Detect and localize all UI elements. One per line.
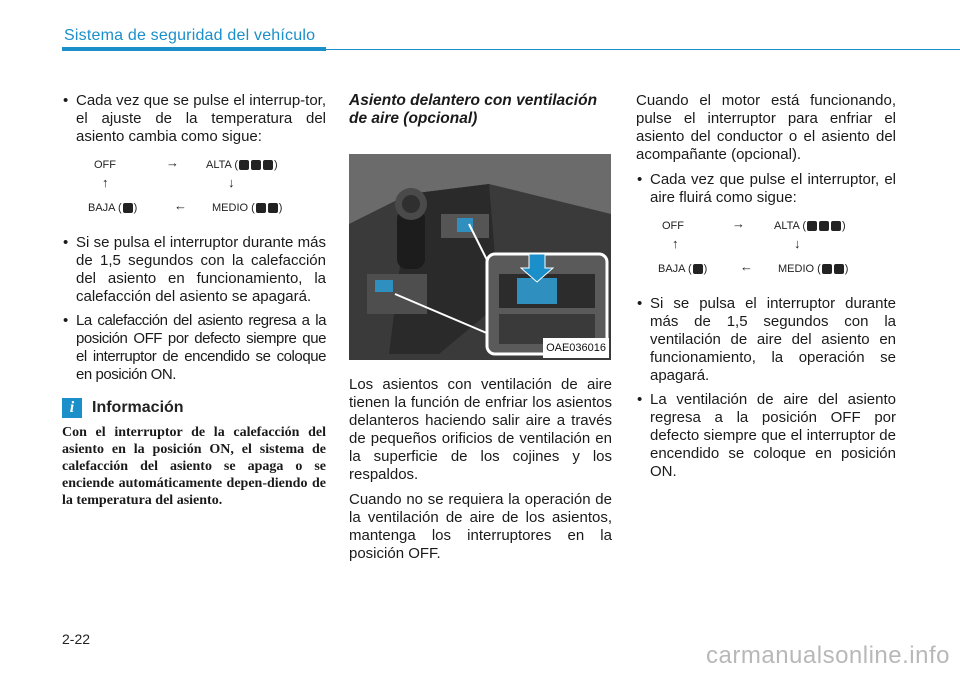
arrow-right-icon: →	[732, 216, 745, 231]
info-body: Con el interruptor de la calefacción del asiento en la posición ON, el sistema de calefacción del asiento se apaga o se enciende automáticamente depen-diendo de la temperatura del asiento.	[62, 425, 326, 508]
figure-code: OAE036016	[543, 338, 609, 358]
column-right	[636, 92, 896, 487]
level-1-indicator-icon	[692, 260, 704, 278]
arrow-down-icon: ↓	[228, 175, 235, 190]
level-2-indicator-icon	[821, 260, 845, 278]
arrow-left-icon: ←	[740, 259, 753, 274]
level-1-indicator-icon	[122, 199, 134, 217]
console-illustration	[349, 154, 611, 360]
header-rule	[326, 49, 960, 50]
level-2-indicator-icon	[255, 199, 279, 217]
arrow-up-icon: ↑	[672, 236, 679, 251]
bullet-default-off: • La ventilación de aire del asiento regresa a la posición OFF por defecto siempre que el interruptor de encendido se coloque en posición ON.	[636, 391, 896, 481]
ventilation-cycle-diagram	[636, 217, 896, 283]
cycle-baja-label: BAJA ( )	[88, 199, 137, 217]
cycle-medio-label: MEDIO ( )	[212, 199, 282, 217]
section-header: Sistema de seguridad del vehículo	[64, 27, 316, 44]
cycle-off-label: OFF	[662, 220, 684, 232]
info-heading	[62, 398, 326, 418]
page-number: 2-22	[62, 631, 91, 647]
section-title: Asiento delantero con ventilación de aire (opcional)	[349, 92, 598, 127]
arrow-up-icon: ↑	[102, 175, 109, 190]
paragraph-ventilation-off: Cuando no se requiera la operación de la ventilación de aire de los asientos, mantenga los interruptores en la posición OFF.	[349, 491, 612, 562]
bullet-long-press: • Si se pulsa el interruptor durante más de 1,5 segundos con la ventilación de aire del asiento en funcionamiento, la operación se apagará.	[636, 295, 896, 385]
cycle-medio-label: MEDIO ( )	[778, 260, 848, 278]
bullet-airflow-cycle: • Cada vez que pulse el interruptor, el aire fluirá como sigue:	[636, 171, 896, 207]
heating-cycle-diagram	[62, 156, 326, 222]
paragraph-engine-running: Cuando el motor está funcionando, pulse el interruptor para enfriar el asiento del conductor o el asiento del acompañante (opcional).	[636, 92, 896, 163]
arrow-left-icon: ←	[174, 198, 187, 213]
bullet-default-off: • La calefacción del asiento regresa a la posición OFF por defecto siempre que el interruptor de encendido se coloque en posición ON.	[62, 312, 326, 384]
paragraph-ventilation-purpose: Los asientos con ventilación de aire tienen la función de enfriar los asientos delanteros haciendo salir aire a través de pequeños orificios de ventilación en la superficie de los cojines y los respaldos.	[349, 376, 612, 483]
column-left	[62, 92, 326, 509]
info-icon: i	[62, 398, 82, 418]
arrow-right-icon: →	[166, 155, 179, 170]
level-3-indicator-icon	[806, 217, 842, 235]
level-3-indicator-icon	[238, 156, 274, 174]
bullet-long-press: • Si se pulsa el interruptor durante más de 1,5 segundos con la calefacción del asiento en funcionamiento, la calefacción del asiento se apagará.	[62, 234, 326, 306]
header-accent-bar	[62, 47, 326, 51]
arrow-down-icon: ↓	[794, 236, 801, 251]
watermark: carmanualsonline.info	[706, 642, 950, 669]
cycle-alta-label: ALTA ( )	[774, 217, 846, 235]
info-title: Información	[92, 399, 184, 416]
column-middle	[349, 92, 612, 570]
bullet-temperature-cycle: • Cada vez que se pulse el interrup-tor, el ajuste de la temperatura del asiento cambia como sigue:	[62, 92, 326, 146]
ventilated-seat-switch-figure	[349, 154, 611, 360]
cycle-alta-label: ALTA ( )	[206, 156, 278, 174]
cycle-baja-label: BAJA ( )	[658, 260, 707, 278]
cycle-off-label: OFF	[94, 159, 116, 171]
